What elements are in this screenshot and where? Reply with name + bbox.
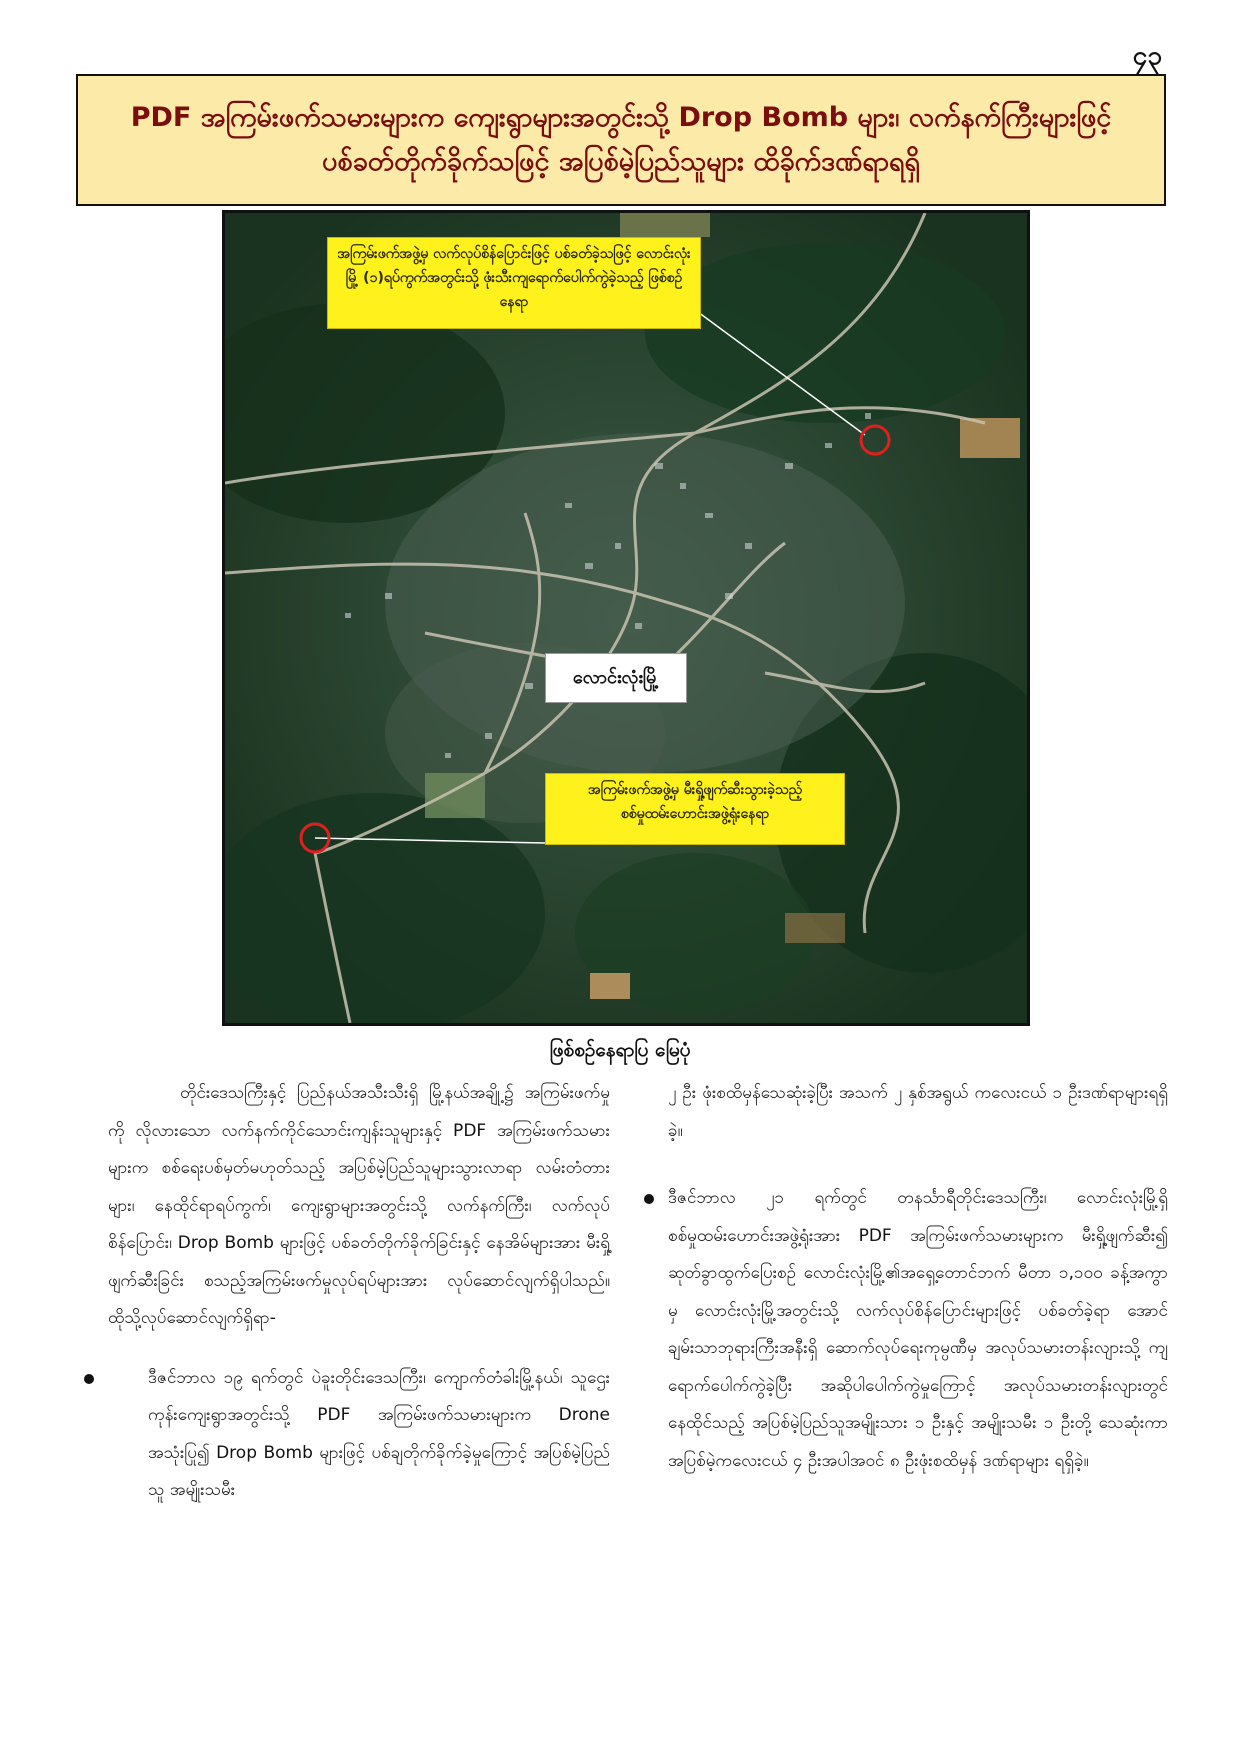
- bullet-item-1: [108, 1360, 610, 1510]
- bullet-item-1-continued: [668, 1075, 1168, 1150]
- satellite-map: [222, 210, 1030, 1026]
- town-label: လောင်းလုံးမြို့: [545, 653, 687, 703]
- headline-line-1: PDF အကြမ်းဖက်သမားများက ကျေးရွာများအတွင်းသို့ Drop Bomb များ၊ လက်နက်ကြီးများဖြင့်: [130, 102, 1112, 133]
- map-caption: ဖြစ်စဉ်နေရာပြ မြေပုံ: [549, 1039, 691, 1061]
- bullet-item-2: [668, 1180, 1168, 1480]
- headline-line-2: ပစ်ခတ်တိုက်ခိုက်သဖြင့် အပြစ်မဲ့ပြည်သူများ ထိခိုက်ဒဏ်ရာရရှိ: [322, 146, 920, 177]
- map-imagery: [225, 213, 1027, 1023]
- left-column: [108, 1075, 610, 1510]
- map-callout-bottom: အကြမ်းဖက်အဖွဲ့မှ မီးရှို့ဖျက်ဆီးသွားခဲ့သည့် စစ်မှုထမ်းဟောင်းအဖွဲ့ရုံးနေရာ: [545, 773, 845, 845]
- map-callout-top: အကြမ်းဖက်အဖွဲ့မှ လက်လုပ်စိန်ပြောင်းဖြင့် ပစ်ခတ်ခဲ့သဖြင့် လောင်းလုံးမြို့ (၁)ရပ်ကွက်အတွင်းသို့ ဖုံးသီးကျရောက်ပေါက်ကွဲခဲ့သည့် ဖြစ်စဉ်နေရာ: [327, 237, 701, 329]
- bullet-dot: [84, 1374, 94, 1384]
- bullet-dot: [644, 1194, 654, 1204]
- intro-paragraph: တိုင်းဒေသကြီးနှင့် ပြည်နယ်အသီးသီးရှိ မြို့နယ်အချို့၌ အကြမ်းဖက်မှုကို လိုလားသော လက်နက်ကိုင်သောင်းကျန်းသူများနှင့် PDF အကြမ်းဖက်သမားများက စစ်ရေးပစ်မှတ်မဟုတ်သည့် အပြစ်မဲ့ပြည်သူများသွားလာရာ လမ်းတံတားများ၊ နေထိုင်ရာရပ်ကွက်၊ ကျေးရွာများအတွင်းသို့ လက်နက်ကြီး၊ လက်လုပ်စိန်ပြောင်း၊ Drop Bomb များဖြင့် ပစ်ခတ်တိုက်ခိုက်ခြင်းနှင့် နေအိမ်များအား မီးရှို့ဖျက်ဆီးခြင်း စသည့်အကြမ်းဖက်မှုလုပ်ရပ်များအား လုပ်ဆောင်လျက်ရှိပါသည်။ ထိုသို့လုပ်ဆောင်လျက်ရှိရာ-: [108, 1083, 610, 1328]
- headline-box: [76, 74, 1166, 206]
- bullet-text-1: ဒီဇင်ဘာလ ၁၉ ရက်တွင် ပဲခူးတိုင်းဒေသကြီး၊ ကျောက်တံခါးမြို့နယ်၊ သူဌေးကုန်းကျေးရွာအတွင်းသို့ PDF အကြမ်းဖက်သမားများက Drone အသုံးပြု၍ Drop Bomb များဖြင့် ပစ်ချတိုက်ခိုက်ခဲ့မှုကြောင့် အပြစ်မဲ့ပြည်သူ အမျိုးသမီး: [148, 1367, 610, 1500]
- page-number: ၄၃: [1132, 41, 1162, 71]
- bullet-text-2: ဒီဇင်ဘာလ ၂၁ ရက်တွင် တနင်္သာရီတိုင်းဒေသကြီး၊ လောင်းလုံးမြို့ရှိ စစ်မှုထမ်းဟောင်းအဖွဲ့ရုံးအား PDF အကြမ်းဖက်သမားများက မီးရှို့ဖျက်ဆီး၍ ဆုတ်ခွာထွက်ပြေးစဉ် လောင်းလုံးမြို့၏အရှေ့တောင်ဘက် မီတာ ၁,၁၀၀ ခန့်အကွာမှ လောင်းလုံးမြို့အတွင်းသို့ လက်လုပ်စိန်ပြောင်းများဖြင့် ပစ်ခတ်ခဲ့ရာ အောင်ချမ်းသာဘုရားကြီးအနီးရှိ ဆောက်လုပ်ရေးကုမ္ပဏီမှ အလုပ်သမားတန်းလျားသို့ ကျရောက်ပေါက်ကွဲခဲ့ပြီး အဆိုပါပေါက်ကွဲမှုကြောင့် အလုပ်သမားတန်းလျားတွင် နေထိုင်သည့် အပြစ်မဲ့ပြည်သူအမျိုးသား ၁ ဦးနှင့် အမျိုးသမီး ၁ ဦးတို့ သေဆုံးကာ အပြစ်မဲ့ကလေးငယ် ၄ ဦးအပါအဝင် ၈ ဦးဖုံးစထိမှန် ဒဏ်ရာများ ရရှိခဲ့။: [668, 1188, 1168, 1471]
- bullet-text-1-cont: ၂ ဦး ဖုံးစထိမှန်သေဆုံးခဲ့ပြီး အသက် ၂ နှစ်အရွယ် ကလေးငယ် ၁ ဦးဒဏ်ရာများရရှိခဲ့။: [668, 1083, 1168, 1141]
- right-column: [668, 1075, 1168, 1480]
